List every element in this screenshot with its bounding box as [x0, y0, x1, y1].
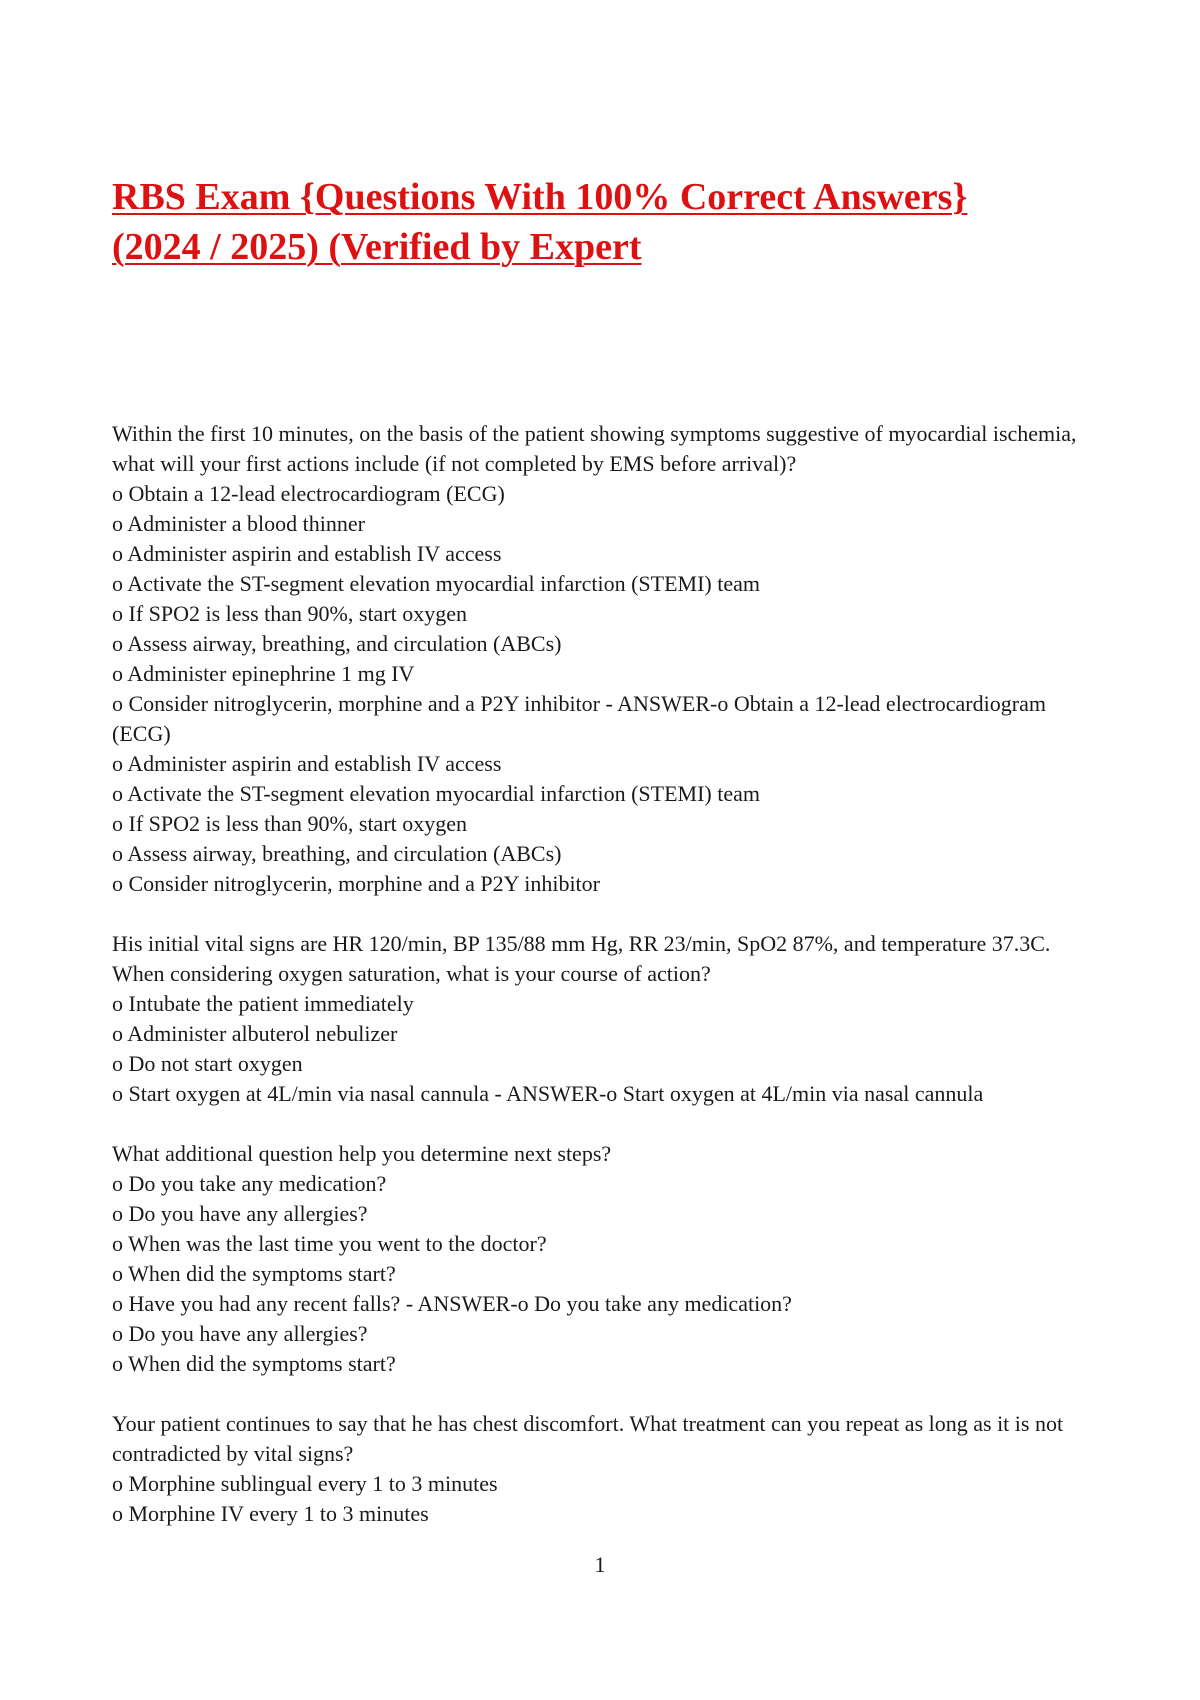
document-body — [112, 419, 1092, 1559]
option-line: o If SPO2 is less than 90%, start oxygen — [112, 811, 468, 836]
option-line: o Do you have any allergies? — [112, 1321, 368, 1346]
title-line-2: (2024 / 2025) (Verified by Expert — [112, 226, 642, 268]
option-line: o Activate the ST-segment elevation myocardial infarction (STEMI) team — [112, 571, 760, 596]
option-answer-line: o Have you had any recent falls? - ANSWER-o Do you take any medication? — [112, 1291, 792, 1316]
option-line: o Consider nitroglycerin, morphine and a P2Y inhibitor — [112, 871, 600, 896]
option-answer-line: o Consider nitroglycerin, morphine and a P2Y inhibitor - ANSWER-o Obtain a 12-lead electrocardiogram (ECG) — [112, 691, 1046, 746]
question-block-1 — [112, 419, 1092, 899]
option-line: o Administer aspirin and establish IV access — [112, 751, 502, 776]
question-block-2 — [112, 929, 1092, 1109]
title-line-1: RBS Exam {Questions With 100% Correct Answers} — [112, 176, 968, 218]
option-line: o Administer aspirin and establish IV access — [112, 541, 502, 566]
option-line: o Do you take any medication? — [112, 1171, 387, 1196]
question-block-3 — [112, 1139, 1092, 1379]
question-text: Within the first 10 minutes, on the basis of the patient showing symptoms suggestive of myocardial ischemia, what will your first actions include (if not completed by EMS before arrival)? — [112, 421, 1077, 476]
option-line: o When did the symptoms start? — [112, 1351, 396, 1376]
question-text: His initial vital signs are HR 120/min, BP 135/88 mm Hg, RR 23/min, SpO2 87%, and temperature 37.3C. When considering oxygen saturation, what is your course of action? — [112, 931, 1051, 986]
option-line: o Do you have any allergies? — [112, 1201, 368, 1226]
option-line: o When did the symptoms start? — [112, 1261, 396, 1286]
question-text: What additional question help you determine next steps? — [112, 1141, 612, 1166]
option-line: o When was the last time you went to the doctor? — [112, 1231, 547, 1256]
question-text: Your patient continues to say that he has chest discomfort. What treatment can you repeat as long as it is not contradicted by vital signs? — [112, 1411, 1064, 1466]
option-line: o Assess airway, breathing, and circulation (ABCs) — [112, 631, 562, 656]
option-line: o Administer a blood thinner — [112, 511, 365, 536]
option-line: o Administer epinephrine 1 mg IV — [112, 661, 415, 686]
option-line: o Do not start oxygen — [112, 1051, 303, 1076]
question-block-4 — [112, 1409, 1092, 1529]
document-title — [112, 172, 1072, 272]
option-line: o If SPO2 is less than 90%, start oxygen — [112, 601, 468, 626]
option-line: o Intubate the patient immediately — [112, 991, 414, 1016]
option-line: o Morphine sublingual every 1 to 3 minutes — [112, 1471, 498, 1496]
page-number: 1 — [594, 1552, 606, 1577]
option-line: o Assess airway, breathing, and circulation (ABCs) — [112, 841, 562, 866]
option-line: o Obtain a 12-lead electrocardiogram (ECG) — [112, 481, 505, 506]
option-line: o Activate the ST-segment elevation myocardial infarction (STEMI) team — [112, 781, 760, 806]
option-line: o Morphine IV every 1 to 3 minutes — [112, 1501, 429, 1526]
option-line: o Administer albuterol nebulizer — [112, 1021, 398, 1046]
option-answer-line: o Start oxygen at 4L/min via nasal cannula - ANSWER-o Start oxygen at 4L/min via nasal cannula — [112, 1081, 984, 1106]
